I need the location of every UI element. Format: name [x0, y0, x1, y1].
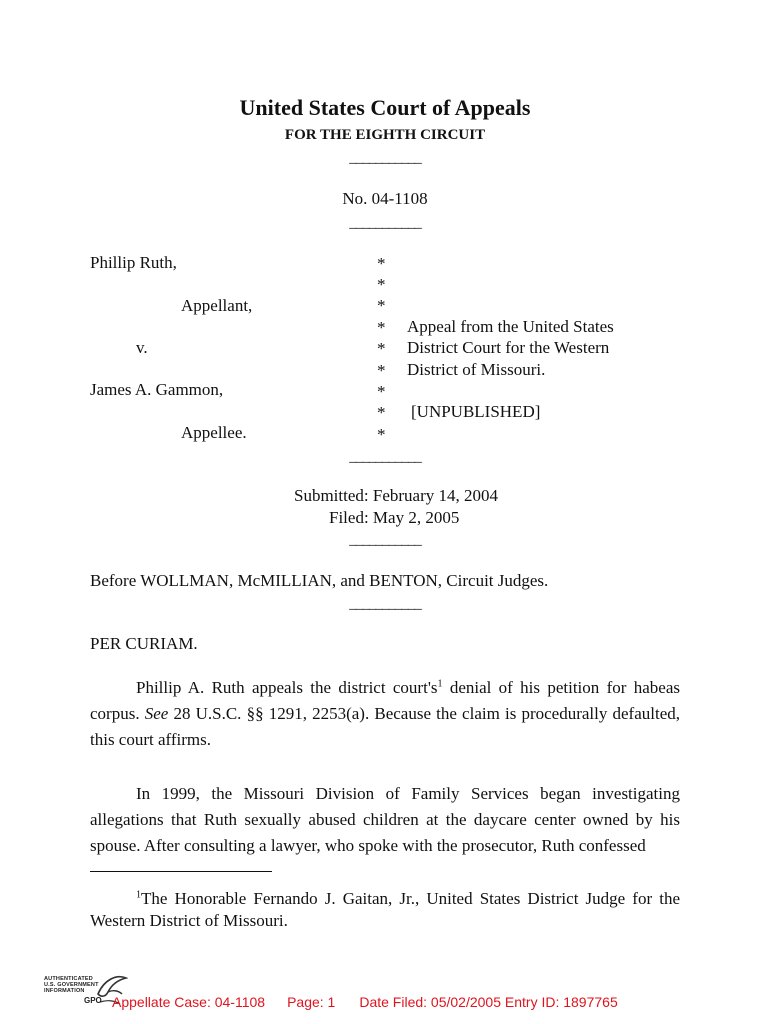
caption-star: * [377, 275, 386, 294]
divider-rule: ___________ [349, 215, 421, 231]
filing-footer [112, 994, 618, 1010]
appellee-name: James A. Gammon, [90, 380, 224, 399]
gpo-mark: GPO [84, 996, 102, 1005]
caption-star: * [377, 254, 386, 273]
versus: v. [136, 338, 148, 357]
appeal-from-line2: District Court for the Western [407, 338, 610, 357]
footer-filed: Date Filed: 05/02/2005 Entry ID: 1897765 [359, 994, 618, 1010]
para1-text-c: 28 U.S.C. §§ 1291, 2253(a). Because the claim is procedurally defaulted, this court affirms. [90, 704, 680, 749]
divider-rule: ___________ [349, 532, 421, 548]
footnote [90, 888, 680, 932]
appellee-role: Appellee. [181, 423, 247, 442]
divider-rule: ___________ [349, 150, 421, 166]
publication-status: [UNPUBLISHED] [411, 402, 541, 421]
panel-judges: Before WOLLMAN, McMILLIAN, and BENTON, Circuit Judges. [90, 571, 549, 590]
appellant-role: Appellant, [181, 296, 253, 315]
caption-star: * [377, 361, 386, 380]
opinion-paragraph-1 [90, 675, 680, 753]
para2-text: In 1999, the Missouri Division of Family Services began investigating allegations that Ruth sexually abused children at the daycare center owned by his spouse. After consulting a lawyer, who spoke with the prosecutor, Ruth confessed [90, 784, 680, 855]
appeal-from-line1: Appeal from the United States [407, 317, 614, 336]
footer-page: Page: 1 [287, 994, 336, 1010]
case-number: No. 04-1108 [342, 189, 428, 208]
caption-star: * [377, 296, 386, 315]
per-curiam-heading: PER CURIAM. [90, 634, 198, 653]
caption-star: * [377, 403, 386, 422]
footnote-marker: 1 [136, 889, 141, 901]
footnote-ref: 1 [437, 678, 443, 690]
caption-star: * [377, 339, 386, 358]
caption-star: * [377, 382, 386, 401]
caption-star: * [377, 425, 386, 444]
gpo-line1: AUTHENTICATED [44, 976, 93, 982]
filed-date: Filed: May 2, 2005 [329, 508, 460, 527]
court-title: United States Court of Appeals [239, 95, 531, 120]
opinion-paragraph-2 [90, 781, 680, 859]
caption-star: * [377, 318, 386, 337]
appeal-from-line3: District of Missouri. [407, 360, 546, 379]
appellant-name: Phillip Ruth, [90, 253, 177, 272]
footnote-divider [90, 871, 272, 872]
footer-case: Appellate Case: 04-1108 [112, 994, 266, 1010]
gpo-line2: U.S. GOVERNMENT [44, 982, 99, 988]
gpo-line3: INFORMATION [44, 988, 85, 994]
circuit-name: FOR THE EIGHTH CIRCUIT [284, 127, 486, 143]
submitted-date: Submitted: February 14, 2004 [294, 486, 498, 505]
para1-text-a: Phillip A. Ruth appeals the district court's [136, 678, 438, 697]
para1-text-b: denial of his petition for habeas corpus. [90, 678, 680, 723]
divider-rule: ___________ [349, 596, 421, 612]
citation-signal: See [144, 704, 169, 723]
footnote-text: The Honorable Fernando J. Gaitan, Jr., United States District Judge for the Western District of Missouri. [90, 889, 680, 930]
divider-rule: ___________ [349, 449, 421, 465]
